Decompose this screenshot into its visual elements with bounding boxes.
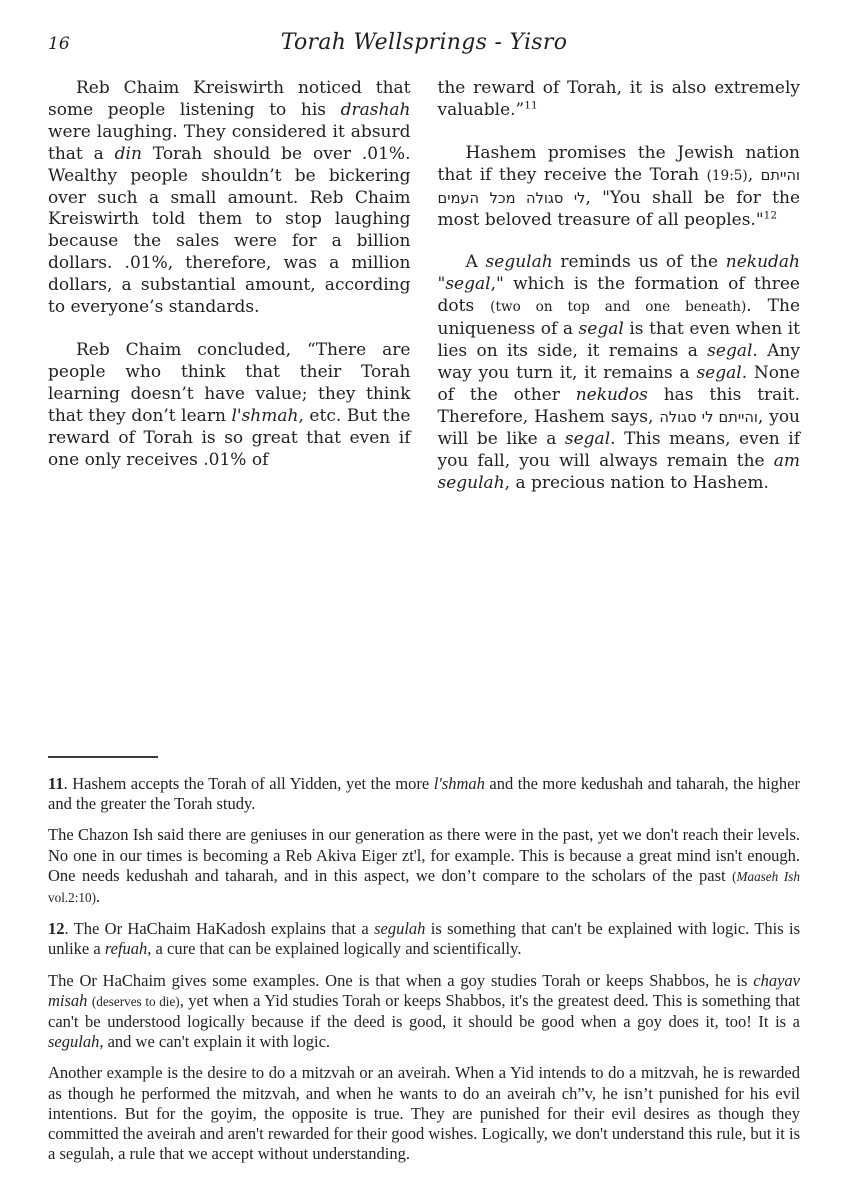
footnotes-section [48, 748, 800, 1175]
page-header [48, 26, 800, 70]
body-paragraph: A segulah reminds us of the nekudah "segal," which is the formation of three dots (two on top and one beneath). The uniqueness of a segal is that even when it lies on its side, it remains a segal. Any way you turn it, it remains a segal. None of the other nekudos has this trait. Therefore, Hashem says, והייתם לי סגולה, you will be like a segal. This means, even if you fall, you will always remain the am segulah, a precious nation to Hashem. [437, 252, 801, 493]
body-paragraph: Reb Chaim concluded, “There are people who think that their Torah learning doesn’t have value; they think that they don’t learn l'shmah, etc. But the reward of Torah is so great that even if one only receives .01% of [48, 339, 411, 470]
footnote-paragraph: The Chazon Ish said there are geniuses in our generation as there were in the past, yet we don't reach their levels. No one in our times is becoming a Reb Akiva Eiger zt'l, for example. This is because a great mind isn't enough. One needs kedushah and taharah, and in this aspect, we don’t compare to the scholars of the past (Maaseh Ish vol.2:10). [48, 825, 800, 907]
footnote-paragraph: 11. Hashem accepts the Torah of all Yidden, yet the more l'shmah and the more kedushah and taharah, the higher and the greater the Torah study. [48, 774, 801, 814]
page-title: Torah Wellsprings - Yisro [280, 30, 568, 55]
footnote-paragraph: Another example is the desire to do a mitzvah or an aveirah. When a Yid intends to do a mitzvah, he is rewarded as though he performed the mitzvah, and when he wants to do an aveirah ch”v, he isn’t punished for his evil intentions. But for the goyim, the opposite is true. They are punished for their evil desires as though they committed the aveirah and aren't rewarded for their good wishes. Logically, we don't understand this rule, but it is a segulah, a rule that we accept without understanding. [48, 1063, 800, 1164]
body-column-left [48, 78, 411, 515]
body-paragraph: Reb Chaim Kreiswirth noticed that some people listening to his drashah were laughing. They considered it absurd that a din Torah should be over .01%. Wealthy people shouldn’t be bickering over such a small amount. Reb Chaim Kreiswirth told them to stop laughing because the sales were for a billion dollars. .01%, therefore, was a million dollars, a substantial amount, according to everyone’s standards. [48, 78, 411, 318]
body-column-right [438, 78, 801, 515]
footnote-separator-rule [48, 756, 158, 758]
footnote-paragraph: 12. The Or HaChaim HaKadosh explains that a segulah is something that can't be explained with logic. This is unlike a refuah, a cure that can be explained logically and scientifically. [48, 919, 801, 959]
body-paragraph: Hashem promises the Jewish nation that if they receive the Torah (19:5), והייתם לי סגולה מכל העמים, "You shall be for the most beloved treasure of all peoples."$^{12}$ [437, 142, 801, 230]
footnote-paragraph: The Or HaChaim gives some examples. One is that when a goy studies Torah or keeps Shabbos, he is chayav misah (deserves to die), yet when a Yid studies Torah or keeps Shabbos, it's the greatest deed. This is something that can't be understood logically because if the deed is good, it should be good when a goy does it, too! It is a segulah, and we can't explain it with logic. [48, 970, 800, 1052]
body-paragraph: the reward of Torah, it is also extremely valuable.”$^{11}$ [437, 78, 800, 120]
body-columns [48, 78, 800, 515]
page-number: 16 [48, 34, 70, 54]
